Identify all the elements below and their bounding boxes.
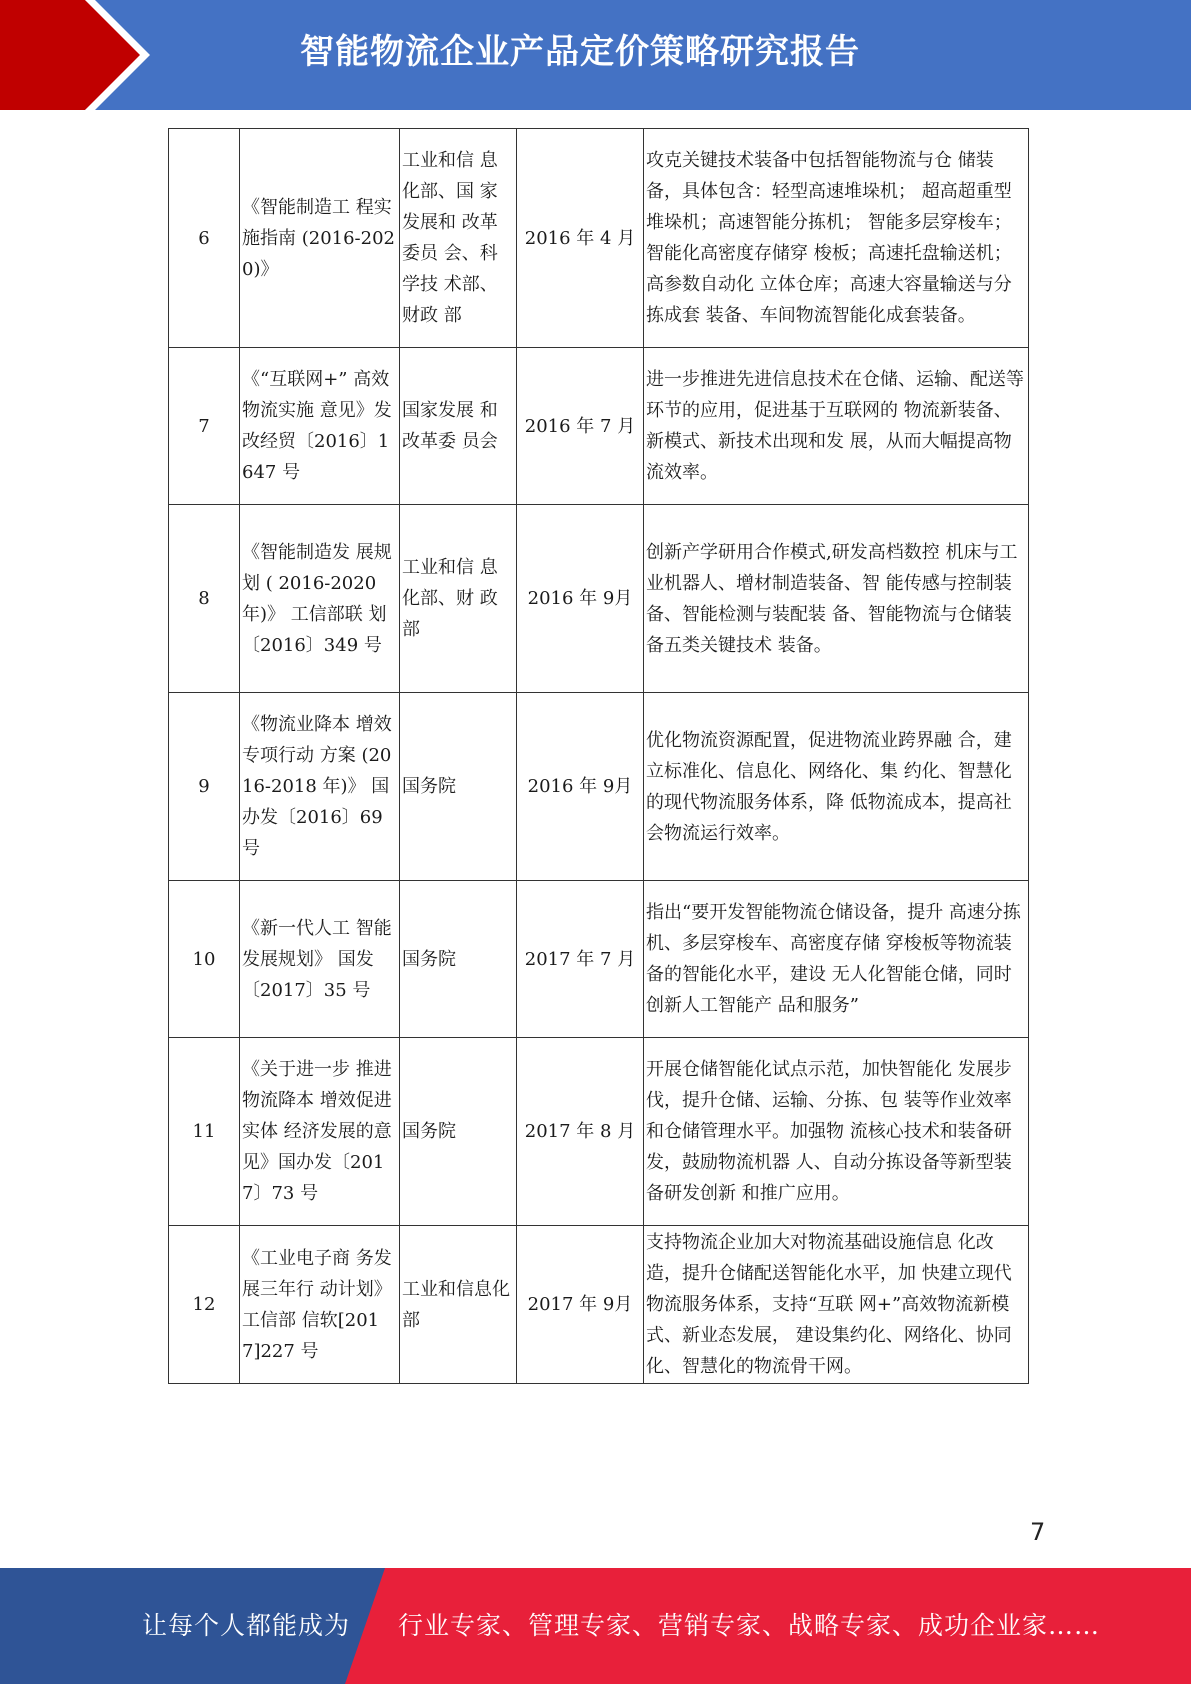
- issue-date: 2017 年 9月: [517, 1226, 644, 1384]
- table-row: [169, 1226, 1029, 1384]
- issuing-department: 国家发展 和改革委 员会: [400, 348, 517, 505]
- table-row: [169, 348, 1029, 505]
- table-row: [169, 693, 1029, 881]
- row-number: 7: [169, 348, 240, 505]
- table-row: [169, 1038, 1029, 1226]
- table-row: [169, 881, 1029, 1038]
- issue-date: 2017 年 7 月: [517, 881, 644, 1038]
- table-row: [169, 505, 1029, 693]
- footer-slogan-left: 让每个人都能成为: [142, 1611, 351, 1640]
- table-row: [169, 129, 1029, 348]
- page-title: 智能物流企业产品定价策略研究报告: [300, 32, 860, 72]
- policy-table: [168, 128, 1029, 1384]
- row-number: 12: [169, 1226, 240, 1384]
- issuing-department: 工业和信息化部: [400, 1226, 517, 1384]
- page-footer: [0, 1568, 1191, 1684]
- page-number: 7: [1030, 1518, 1046, 1546]
- issuing-department: 国务院: [400, 1038, 517, 1226]
- policy-document: 《“互联网+” 高效物流实施 意见》发改经贸〔2016〕1647 号: [240, 348, 400, 505]
- policy-content: 创新产学研用合作模式,研发高档数控 机床与工业机器人、增材制造装备、智 能传感与控制装备、智能检测与装配装 备、智能物流与仓储装备五类关键技术 装备。: [644, 505, 1029, 693]
- issuing-department: 工业和信 息化部、国 家发展和 改革委员 会、科学技 术部、财政 部: [400, 129, 517, 348]
- issue-date: 2016 年 4 月: [517, 129, 644, 348]
- row-number: 11: [169, 1038, 240, 1226]
- issuing-department: 国务院: [400, 693, 517, 881]
- issue-date: 2016 年 9月: [517, 693, 644, 881]
- policy-content: 开展仓储智能化试点示范，加快智能化 发展步伐，提升仓储、运输、分拣、包 装等作业效率和仓储管理水平。加强物 流核心技术和装备研发，鼓励物流机器 人、自动分拣设备等新型装备研发创新 和推广应用。: [644, 1038, 1029, 1226]
- policy-document: 《智能制造工 程实施指南 (2016-2020)》: [240, 129, 400, 348]
- issue-date: 2017 年 8 月: [517, 1038, 644, 1226]
- policy-content: 攻克关键技术装备中包括智能物流与仓 储装备，具体包含：轻型高速堆垛机； 超高超重型堆垛机；高速智能分拣机； 智能多层穿梭车；智能化高密度存储穿 梭板；高速托盘输送机；高参数自动化 立体仓库；高速大容量输送与分拣成套 装备、车间物流智能化成套装备。: [644, 129, 1029, 348]
- row-number: 6: [169, 129, 240, 348]
- policy-content: 指出“要开发智能物流仓储设备，提升 高速分拣机、多层穿梭车、高密度存储 穿梭板等物流装备的智能化水平，建设 无人化智能仓储，同时创新人工智能产 品和服务”: [644, 881, 1029, 1038]
- policy-document: 《新一代人工 智能发展规划》 国发〔2017〕35 号: [240, 881, 400, 1038]
- page-header: [0, 0, 1191, 110]
- policy-content: 支持物流企业加大对物流基础设施信息 化改造，提升仓储配送智能化水平，加 快建立现代物流服务体系，支持“互联 网+”高效物流新模式、新业态发展， 建设集约化、网络化、协同化、智慧化的物流骨干网。: [644, 1226, 1029, 1384]
- issue-date: 2016 年 9月: [517, 505, 644, 693]
- policy-document: 《工业电子商 务发展三年行 动计划》工信部 信软[2017]227 号: [240, 1226, 400, 1384]
- policy-content: 进一步推进先进信息技术在仓储、运输、配送等环节的应用，促进基于互联网的 物流新装备、新模式、新技术出现和发 展，从而大幅提高物流效率。: [644, 348, 1029, 505]
- policy-document: 《智能制造发 展规 划 ( 2016-2020 年)》 工信部联 划〔2016〕349 号: [240, 505, 400, 693]
- issuing-department: 工业和信 息化部、财 政部: [400, 505, 517, 693]
- header-red-chevron: [0, 0, 150, 110]
- footer-slogan-right: 行业专家、管理专家、营销专家、战略专家、成功企业家……: [398, 1611, 1101, 1640]
- issuing-department: 国务院: [400, 881, 517, 1038]
- row-number: 9: [169, 693, 240, 881]
- issue-date: 2016 年 7 月: [517, 348, 644, 505]
- policy-content: 优化物流资源配置，促进物流业跨界融 合，建立标准化、信息化、网络化、集 约化、智慧化的现代物流服务体系，降 低物流成本，提高社会物流运行效率。: [644, 693, 1029, 881]
- row-number: 8: [169, 505, 240, 693]
- policy-document: 《物流业降本 增效专项行动 方案 (2016-2018 年)》 国办发〔2016〕69 号: [240, 693, 400, 881]
- policy-document: 《关于进一步 推进物流降本 增效促进实体 经济发展的意 见》国办发〔2017〕73 号: [240, 1038, 400, 1226]
- row-number: 10: [169, 881, 240, 1038]
